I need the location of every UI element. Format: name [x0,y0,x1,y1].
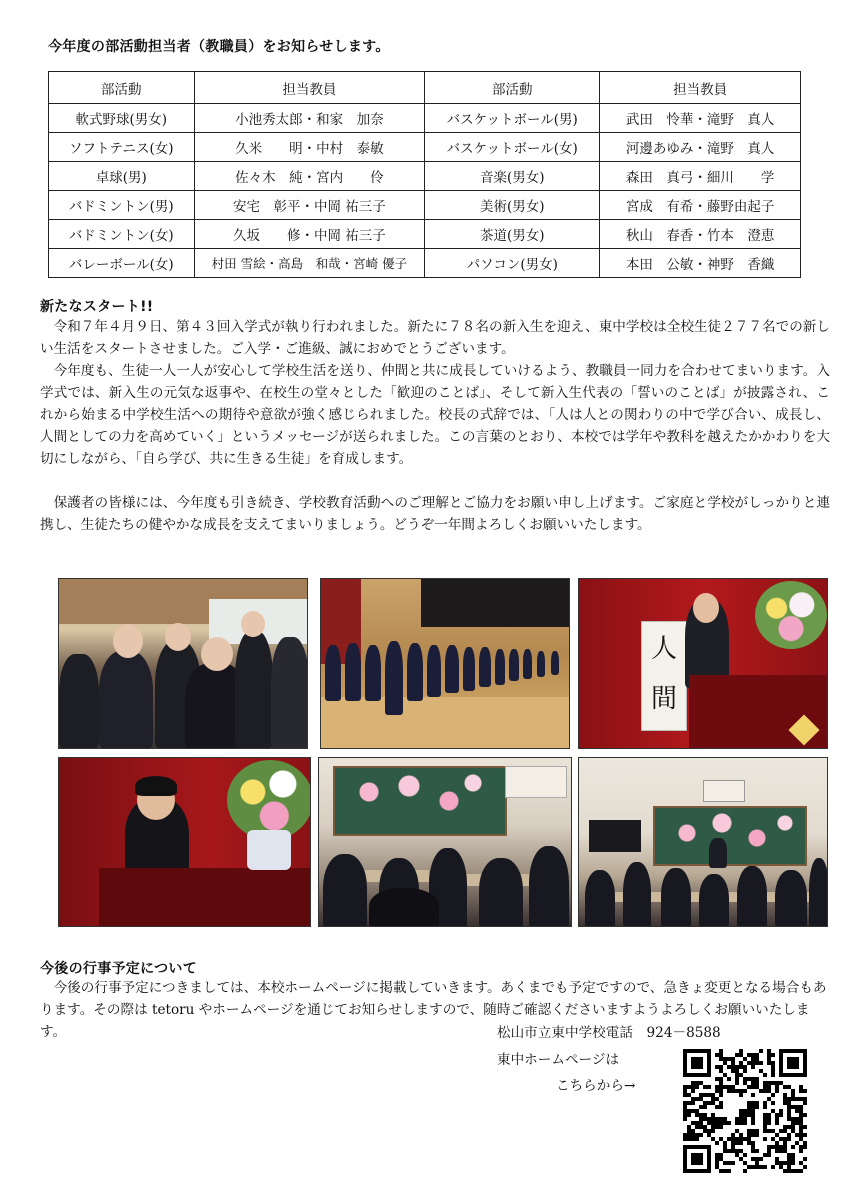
teacher-cell: 秋山 春香・竹本 澄恵 [600,220,801,249]
photo-person [99,651,153,749]
clubs-table [48,71,801,278]
teacher-cell: 武田 怜華・滝野 真人 [600,104,801,133]
club-cell: 美術(男女) [425,191,600,220]
clubs-heading: 今年度の部活動担当者（教職員）をお知らせします。 [48,39,390,55]
teacher-cell: 小池秀太郎・和家 加奈 [194,104,425,133]
photo-teacher [709,838,727,868]
photo-student [509,649,519,681]
photo-banner [641,621,687,731]
photo-student [323,854,367,927]
photo-hair [135,776,177,796]
teacher-cell: 宮成 有希・藤野由起子 [600,191,801,220]
photo-student [345,643,361,701]
photo-student [551,651,559,675]
photo-vase [247,830,291,870]
club-cell: 軟式野球(男女) [49,104,195,133]
photo-student [585,870,615,927]
photo-student [623,862,651,927]
photo-flowers [227,760,311,840]
club-cell: 茶道(男女) [425,220,600,249]
table-row [49,220,801,249]
homepage-label: 東中ホームページは [497,1052,620,1068]
photo-student [737,866,767,927]
club-cell: 音楽(男女) [425,162,600,191]
banner-kanji: 人 [650,634,677,664]
events-paragraph: 今後の行事予定につきましては、本校ホームページに掲載していきます。あくまでも予定ですので、急きょ変更となる場合もあります。その際は tetoru やホームページを通じてお知らせしますので、随時ご確認くださいますようよろしくお願いいたします。 [40,980,827,1040]
teacher-cell: 本田 公敏・神野 香織 [600,249,801,278]
photo-student [661,868,691,927]
teacher-cell: 久坂 修・中岡 祐三子 [194,220,425,249]
paragraph-parents: 保護者の皆様には、今年度も引き続き、学校教育活動へのご理解とご協力をお願い申し上げます。ご家庭と学校がしっかりと連携し、生徒たちの健やかな成長を支えてまいりましょう。どうぞ一年間よろしくお願いいたします。 [40,495,830,533]
club-cell: バドミントン(女) [49,220,195,249]
photo-student [479,647,491,687]
photo-face [165,623,191,651]
club-cell: バスケットボール(女) [425,133,600,162]
teacher-cell: 佐々木 純・宮内 伶 [194,162,425,191]
paragraph-message: 今年度も、生徒一人一人が安心して学校生活を送り、仲間と共に成長していけるよう、教職員一同力を合わせてまいります。入学式では、新入生の元気な返事や、在校生の堂々とした「歓迎のことば」、そして新入生代表の「誓いのことば」が披露され、これから始まる中学校生活への期待や意欲が強く感じられました。校長の式辞では、「人は人との関わりの中で学び合い、成長し、人間としての力を高めていく」というメッセージが送られました。この言葉のとおり、本校では学年や教科を越えたかかわりを大切にしながら、「自ら学び、共に生きる生徒」を育成します。 [40,363,830,467]
paragraph-ceremony: 令和７年４月９日、第４３回入学式が執り行われました。新たに７８名の新入生を迎え、東中学校は全校生徒２７７名での新しい生活をスタートさせました。ご入学・ご進級、誠におめでとうございます。 [40,319,830,357]
header-club-2: 部活動 [425,72,600,104]
photo-person [59,654,99,749]
photo-gym-lineup [320,578,570,749]
photo-student [809,858,828,927]
photo-cherry-blossoms [337,768,497,828]
new-start-heading: 新たなスタート!! [40,299,154,315]
table-row [49,249,801,278]
photo-entrance-procession [58,578,308,749]
school-phone: 松山市立東中学校電話 924－8588 [497,1025,721,1041]
photo-student [699,874,729,927]
table-row [49,133,801,162]
photo-student [385,641,403,715]
table-row [49,162,801,191]
photo-student [775,870,807,927]
header-club-1: 部活動 [49,72,195,104]
photo-student [365,645,381,701]
photo-student [427,645,441,697]
photo-person [235,631,273,749]
photo-face [113,624,143,658]
club-cell: バドミントン(男) [49,191,195,220]
photo-poster [505,766,567,798]
photo-monitor [589,820,641,852]
teacher-cell: 河邊あゆみ・滝野 真人 [600,133,801,162]
club-cell: バスケットボール(男) [425,104,600,133]
photo-student [523,649,532,679]
photo-face [201,637,233,671]
photo-face [241,611,265,637]
club-cell: 卓球(男) [49,162,195,191]
photo-principal-speech [578,578,828,749]
table-header-row [49,72,801,104]
photo-sign [703,780,745,802]
photo-flowers [755,581,827,649]
header-teacher-2: 担当教員 [600,72,801,104]
photo-face [693,593,719,623]
banner-kanji: 間 [650,684,677,714]
photo-person [271,637,308,749]
header-teacher-1: 担当教員 [194,72,425,104]
club-cell: バレーボール(女) [49,249,195,278]
club-cell: ソフトテニス(女) [49,133,195,162]
photo-student [537,651,545,677]
homepage-arrow-label: こちらから→ [556,1078,636,1094]
photo-stage [421,579,570,627]
photo-student [463,647,475,691]
events-heading: 今後の行事予定について [40,961,198,977]
teacher-cell: 安宅 彰平・中岡 祐三子 [194,191,425,220]
photo-podium [99,868,311,927]
photo-student [479,858,523,927]
photo-classroom-1 [318,757,572,927]
photo-student [529,846,569,927]
photo-student [407,643,423,701]
teacher-cell: 森田 真弓・細川 学 [600,162,801,191]
photo-student [445,645,459,693]
photo-floor [321,697,570,749]
photo-classroom-2 [578,757,828,927]
homepage-qr-code-icon[interactable] [683,1049,807,1173]
table-row [49,191,801,220]
photo-student [495,649,505,685]
club-cell: パソコン(男女) [425,249,600,278]
photo-student [369,888,439,927]
photo-student [325,645,341,701]
teacher-cell: 久米 明・中村 泰敏 [194,133,425,162]
table-row [49,104,801,133]
photo-student-vow [58,757,311,927]
photo-cherry-blossoms [659,808,799,858]
teacher-cell: 村田 雪絵・高島 和哉・宮崎 優子 [194,249,425,278]
